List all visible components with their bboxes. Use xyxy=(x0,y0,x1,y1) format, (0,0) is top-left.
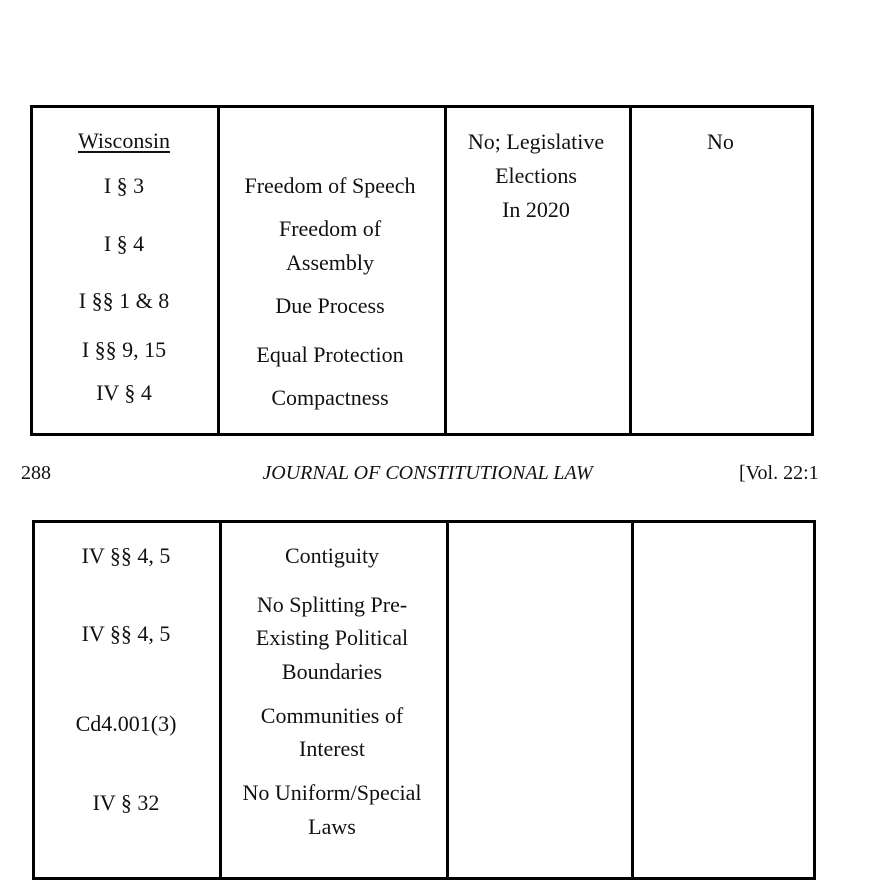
provision-cell: Freedom of Speech xyxy=(244,173,416,198)
state-heading: Wisconsin xyxy=(78,128,170,153)
provision-cell: No Splitting Pre- xyxy=(256,592,408,617)
answer-cell: No xyxy=(707,129,734,154)
section-cell: IV § 32 xyxy=(92,790,160,815)
legislative-elections-cell: No; Legislative xyxy=(467,129,605,154)
column-divider xyxy=(446,523,449,877)
provision-cell: Contiguity xyxy=(284,543,380,568)
section-cell: IV §§ 4, 5 xyxy=(81,543,171,568)
journal-title: JOURNAL OF CONSTITUTIONAL LAW xyxy=(262,462,593,484)
legislative-elections-cell: In 2020 xyxy=(502,197,570,222)
provision-cell: Existing Political xyxy=(255,625,409,650)
provision-cell: Interest xyxy=(299,736,365,761)
page-number: 288 xyxy=(21,462,51,484)
legislative-elections-cell: Elections xyxy=(495,163,577,188)
provision-cell: Freedom of xyxy=(278,216,382,241)
column-divider xyxy=(631,523,634,877)
provision-cell: Boundaries xyxy=(281,659,383,684)
provision-cell: Equal Protection xyxy=(256,342,404,367)
provision-cell: Assembly xyxy=(286,250,374,275)
provision-cell: Communities of xyxy=(260,703,404,728)
section-cell: IV §§ 4, 5 xyxy=(81,621,171,646)
section-cell: I § 3 xyxy=(103,173,145,198)
section-cell: Cd4.001(3) xyxy=(75,711,177,736)
section-cell: I § 4 xyxy=(103,231,145,256)
section-cell: I §§ 1 & 8 xyxy=(78,288,170,313)
section-cell: I §§ 9, 15 xyxy=(81,337,167,362)
provision-cell: No Uniform/Special xyxy=(242,780,422,805)
section-cell: IV § 4 xyxy=(96,380,152,405)
provision-cell: Due Process xyxy=(275,293,385,318)
provision-cell: Laws xyxy=(308,814,356,839)
provision-cell: Compactness xyxy=(271,385,389,410)
volume-label: [Vol. 22:1 xyxy=(739,462,819,484)
